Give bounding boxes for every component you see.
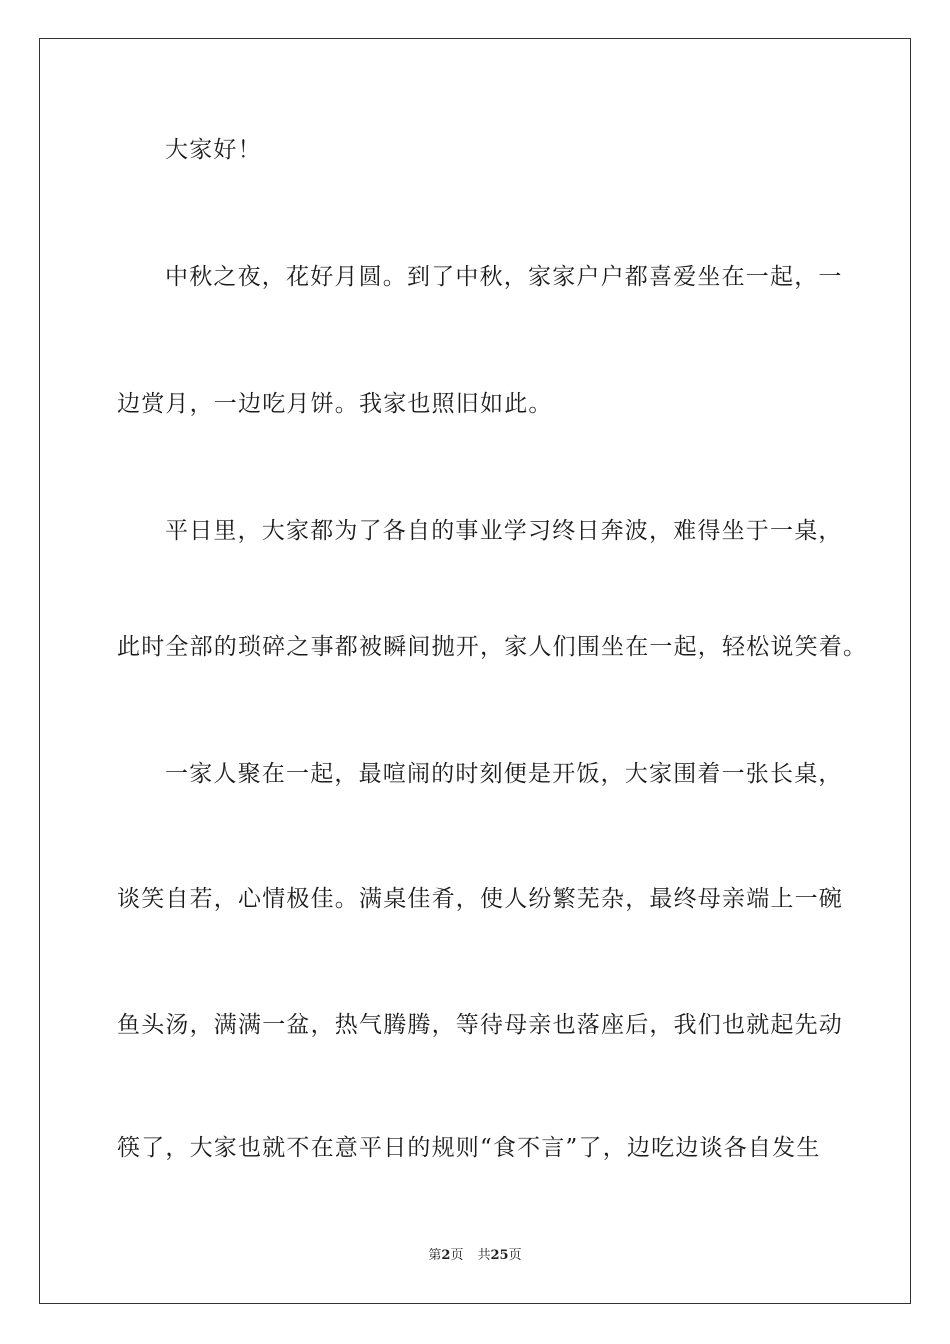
paragraph-3-line-4: 筷了，大家也就不在意平日的规则“食不言”了，边吃边谈各自发生 (117, 1135, 821, 1161)
paragraph-1-line-2: 边赏月，一边吃月饼。我家也照旧如此。 (117, 391, 553, 417)
total-pages-prefix: 共 (477, 1248, 491, 1263)
page-footer (0, 1247, 950, 1265)
total-pages-suffix: 页 (508, 1248, 522, 1263)
total-pages-number: 25 (490, 1248, 509, 1263)
page-number-suffix: 页 (450, 1248, 464, 1263)
page-number-prefix: 第 (428, 1248, 442, 1263)
current-page-number: 2 (441, 1248, 451, 1263)
paragraph-3-line-1: 一家人聚在一起，最喧闹的时刻便是开饭，大家围着一张长桌， (165, 761, 843, 787)
paragraph-2-line-2: 此时全部的琐碎之事都被瞬间抛开，家人们围坐在一起，轻松说笑着。 (117, 634, 868, 660)
paragraph-3-line-2: 谈笑自若，心情极佳。满桌佳肴，使人纷繁芜杂，最终母亲端上一碗 (117, 886, 843, 912)
paragraph-2-line-1: 平日里，大家都为了各自的事业学习终日奔波，难得坐于一桌， (165, 518, 843, 544)
paragraph-3-line-3: 鱼头汤，满满一盆，热气腾腾，等待母亲也落座后，我们也就起先动 (117, 1012, 843, 1038)
greeting-line: 大家好！ (165, 137, 262, 163)
page-border (39, 38, 911, 1304)
paragraph-1-line-1: 中秋之夜，花好月圆。到了中秋，家家户户都喜爱坐在一起，一 (165, 264, 843, 290)
